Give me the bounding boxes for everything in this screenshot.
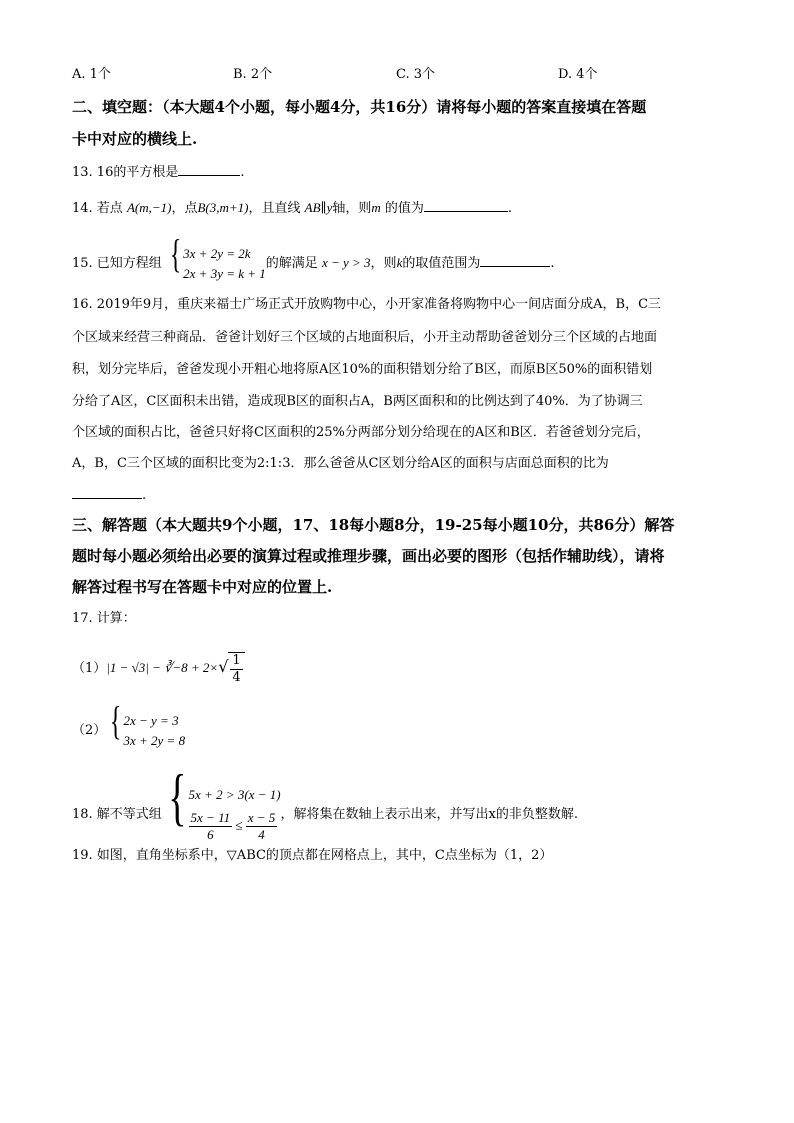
q15-text: ，则 (370, 256, 397, 271)
question-18 (72, 761, 579, 842)
option-c: C. 3个 (396, 67, 436, 82)
q16-line-3: 积，划分完毕后，爸爸发现小开粗心地将原A区10%的面积错划分给了B区，而原B区50%的面积错划 (72, 362, 653, 377)
q14-answer-blank[interactable] (424, 197, 508, 212)
fraction-denominator: 4 (258, 827, 265, 842)
q17-part-2 (72, 698, 186, 748)
q13-answer-blank[interactable] (178, 161, 240, 176)
section2-heading-line2: 卡中对应的横线上. (72, 130, 198, 148)
q16-line-5: 个区域的面积占比，爸爸只好将C区面积的25%分两部分划分给现在的A区和B区．若爸爸划分完后， (72, 425, 650, 440)
q17-title: 17. 计算： (72, 611, 136, 626)
q17-system (123, 711, 185, 751)
q16-end: . (142, 488, 147, 503)
q18-fraction-1 (189, 810, 233, 843)
q15-text: 的解满足 (265, 256, 318, 271)
q14-text: ，且直线 (248, 201, 301, 216)
q18-inequality-1: 5x + 2 > 3(x − 1) (188, 787, 281, 802)
option-a: A. 1个 (72, 67, 111, 82)
q16-line-4: 分给了A区，C区面积未出错，造成现B区的面积占A，B两区面积和的比例达到了40%．为了协调三 (72, 394, 643, 409)
q16-line-6: A，B，C三个区域的面积比变为2:1:3．那么爸爸从C区划分给A区的面积与店面总面积的比为 (72, 456, 609, 471)
question-13 (72, 161, 245, 182)
q14-text: 的值为 (384, 201, 424, 216)
q14-point-b: B(3,m+1) (197, 200, 249, 215)
q15-brace: { (169, 231, 182, 276)
fraction-numerator: x − 5 (247, 810, 276, 825)
section3-heading-line3: 解答过程书写在答题卡中对应的位置上. (72, 578, 333, 596)
q14-point-a: A(m,−1) (126, 200, 172, 215)
q17-part1-expression: |1 − √3| − ∛−8 + 2× (106, 660, 219, 675)
section3-heading-line2: 题时每小题必须给出必要的演算过程或推理步骤，画出必要的图形（包括作辅助线），请将 (72, 547, 665, 565)
question-19: 19. 如图，直角坐标系中，▽ABC的顶点都在网格点上，其中，C点坐标为（1，2） (72, 848, 553, 863)
q17-part2-label: （2） (72, 723, 107, 738)
fraction-denominator: 6 (207, 827, 214, 842)
q16-line-2: 个区域来经营三种商品．爸爸计划好三个区域的占地面积后，小开主动帮助爸爸划分三个区域的占地面 (72, 330, 658, 345)
q14-text: 轴，则 (332, 201, 372, 216)
q15-text: 的取值范围为 (402, 256, 481, 271)
q18-brace: { (167, 761, 187, 832)
q15-end: . (550, 256, 555, 271)
q13-text: 13. 16的平方根是 (72, 165, 179, 180)
q14-number: 14. 若点 (72, 201, 123, 216)
question-14 (72, 197, 512, 218)
q15-system (183, 244, 266, 284)
q17-part1-label: （1） (72, 661, 107, 676)
q17-equation-1: 2x − y = 3 (123, 712, 179, 728)
q16-line-1: 16. 2019年9月，重庆来福士广场正式开放购物中心，小开家准备将购物中心一间店面分成A，B，C三 (72, 297, 662, 312)
q14-line-ab: AB (304, 200, 321, 215)
fraction-numerator: 5x − 11 (190, 810, 231, 825)
question-15 (72, 231, 555, 281)
q17-fraction (228, 652, 244, 686)
q16-answer-line (72, 484, 146, 505)
q17-part-1 (72, 648, 245, 688)
q15-equation-2: 2x + 3y = k + 1 (183, 265, 266, 281)
q16-answer-blank[interactable] (72, 484, 142, 499)
section2-heading-line1: 二、填空题：（本大题4个小题，每小题4分，共16分）请将每小题的答案直接填在答题 (72, 98, 647, 116)
q15-text: 15. 已知方程组 (72, 256, 162, 271)
q17-brace: { (110, 698, 122, 743)
q18-text: 18. 解不等式组 (72, 807, 162, 822)
q18-le-symbol: ≤ (235, 817, 243, 833)
q14-end: . (507, 201, 513, 216)
q13-end: . (240, 165, 245, 180)
q18-text: ，解将集在数轴上表示出来，并写出x的非负整数解. (280, 807, 579, 822)
q14-var-m: m (371, 200, 381, 215)
q14-parallel-symbol: ∥ (320, 201, 327, 216)
q14-text: ，点 (171, 201, 198, 216)
fraction-denominator: 4 (232, 669, 241, 685)
q18-inequality-2 (189, 810, 281, 843)
q15-var-k: k (396, 255, 403, 270)
option-b: B. 2个 (233, 67, 273, 82)
sqrt-icon: √ (218, 657, 229, 676)
q15-condition: x − y > 3 (321, 255, 371, 270)
q18-system (189, 786, 281, 843)
fraction-numerator: 1 (232, 652, 241, 668)
q14-axis-y: y (326, 200, 333, 215)
q18-fraction-2 (246, 810, 278, 843)
section3-heading-line1: 三、解答题（本大题共9个小题，17、18每小题8分，19-25每小题10分，共86分）解答 (72, 516, 675, 534)
q15-answer-blank[interactable] (480, 252, 550, 267)
q15-equation-1: 3x + 2y = 2k (183, 245, 251, 261)
option-d: D. 4个 (558, 67, 598, 82)
q17-equation-2: 3x + 2y = 8 (123, 732, 186, 748)
